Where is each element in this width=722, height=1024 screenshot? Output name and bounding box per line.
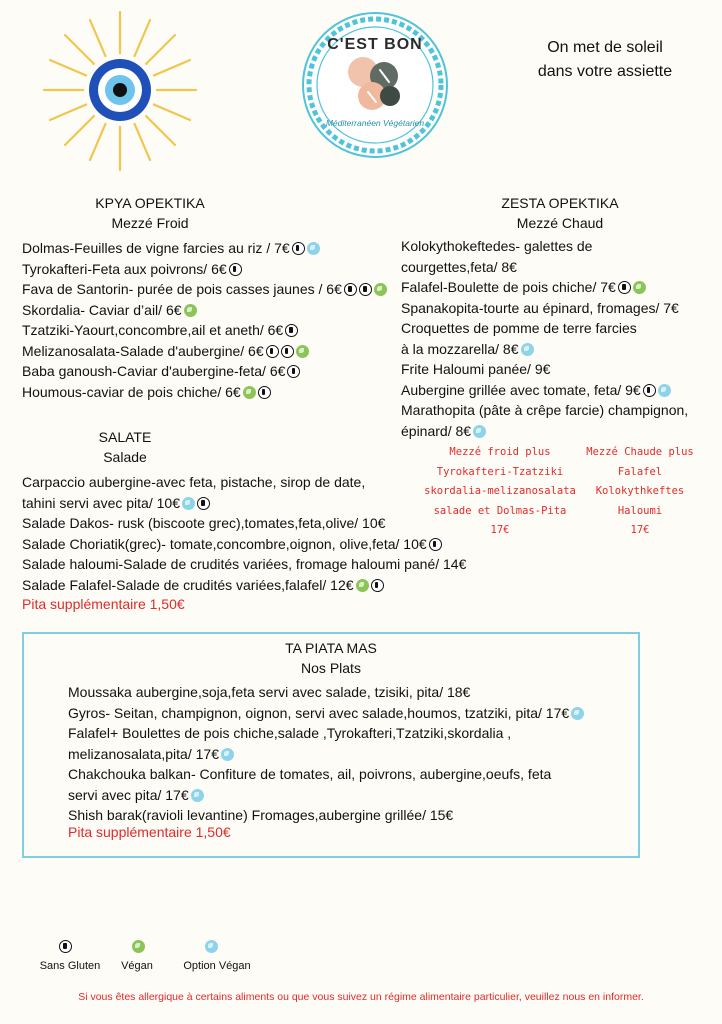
- promo-chaud-line: Haloumi: [617, 504, 663, 517]
- vegan-icon: [374, 283, 387, 296]
- promo-mezze-chaud: [578, 443, 702, 541]
- plats-title: Nos Plats: [301, 660, 361, 676]
- mezze-chaud-item: [401, 400, 717, 441]
- salate-item-line2: tahini servi avec pita/ 10€: [22, 493, 502, 514]
- salate-list: [22, 472, 502, 595]
- salate-item: [22, 554, 502, 575]
- salate-pita-extra: Pita supplémentaire 1,50€: [22, 596, 185, 612]
- promo-chaud-line: Kolokythkeftes: [595, 485, 685, 497]
- legend-vegan-icon: [130, 938, 145, 956]
- vegan-icon: [184, 304, 197, 317]
- option-vegan-icon: [571, 707, 584, 720]
- plat-item-text: Moussaka aubergine,soja,feta servi avec salade, tzisiki, pita/ 18€: [68, 684, 471, 700]
- legend-option-vegan-icon: [203, 938, 218, 956]
- mezze-froid-item-text: Baba ganoush-Caviar d'aubergine-feta/ 6€: [22, 363, 286, 379]
- mezze-chaud-item: [401, 298, 717, 319]
- promo-chaud-line: Mezzé Chaude plus: [586, 446, 694, 458]
- mezze-froid-item: [22, 279, 398, 300]
- sans-gluten-icon: [287, 365, 300, 378]
- plat-item: [68, 682, 628, 703]
- sans-gluten-icon: [258, 386, 271, 399]
- mezze-froid-item: [22, 238, 398, 259]
- mezze-chaud-item-text: Falafel-Boulette de pois chiche/ 7€: [401, 279, 616, 295]
- mezze-chaud-item-line2: courgettes,feta/ 8€: [401, 258, 517, 275]
- mezze-froid-item: [22, 300, 398, 321]
- promo-froid-line: Mezzé froid plus: [449, 446, 551, 458]
- mezze-chaud-item-line2: épinard/ 8€: [401, 421, 717, 442]
- sans-gluten-icon: [285, 324, 298, 337]
- plats-pita-extra: Pita supplémentaire 1,50€: [68, 824, 231, 840]
- mezze-chaud-header: [470, 193, 650, 233]
- mezze-froid-item-text: Skordalia- Caviar d’ail/ 6€: [22, 301, 182, 318]
- salate-item-text: Salade Dakos- rusk (biscoote grec),tomates,feta,olive/ 10€: [22, 515, 386, 531]
- mezze-chaud-item-text: Frite Haloumi panée/ 9€: [401, 361, 551, 377]
- mezze-chaud-item-line1: Marathopita (pâte à crêpe farcie) champignon,: [401, 402, 689, 418]
- mezze-chaud-item-text: Spanakopita-tourte au épinard, fromages/ 7€: [401, 299, 679, 316]
- mezze-froid-greek-title: KPYA OPEKTIKA: [95, 195, 205, 211]
- restaurant-logo: [300, 10, 450, 160]
- promo-froid-line: skordalia-melizanosalata: [424, 485, 576, 497]
- evil-eye-sun-icon: [40, 8, 200, 173]
- mezze-chaud-item: [401, 380, 717, 401]
- mezze-chaud-item-line2: à la mozzarella/ 8€: [401, 339, 717, 360]
- salate-header: [70, 427, 180, 467]
- salate-greek-title: SALATE: [98, 429, 152, 445]
- mezze-froid-item-text: Melizanosalata-Salade d'aubergine/ 6€: [22, 342, 264, 359]
- plats-box: [22, 632, 640, 858]
- salate-item-text: Salade Choriatik(grec)- tomate,concombre,oignon, olive,feta/ 10€: [22, 535, 427, 552]
- plat-item: [68, 703, 628, 724]
- mezze-froid-item-text: Tyrokafteri-Feta aux poivrons/ 6€: [22, 260, 227, 277]
- promo-chaud-line: Falafel: [617, 465, 663, 478]
- option-vegan-icon: [473, 425, 486, 438]
- sans-gluten-icon: [281, 345, 294, 358]
- mezze-chaud-item: [401, 359, 717, 380]
- plats-header: [24, 638, 638, 678]
- plat-item: [68, 764, 628, 805]
- mezze-froid-item-text: Houmous-caviar de pois chiche/ 6€: [22, 383, 241, 400]
- mezze-chaud-item-line1: Croquettes de pomme de terre farcies: [401, 320, 637, 336]
- promo-froid-line: Tyrokafteri-Tzatziki: [436, 465, 564, 478]
- promo-froid-line: 17€: [490, 524, 510, 536]
- tagline: [500, 36, 710, 84]
- salate-item-text: Salade haloumi-Salade de crudités variées, fromage haloumi pané/ 14€: [22, 556, 467, 572]
- salate-item: [22, 534, 502, 555]
- promo-chaud-line: 17€: [630, 524, 650, 536]
- mezze-froid-item-text: Tzatziki-Yaourt,concombre,ail et aneth/ 6€: [22, 322, 284, 338]
- option-vegan-icon: [182, 497, 195, 510]
- mezze-froid-item: [22, 341, 398, 362]
- plat-item-text: Shish barak(ravioli levantine) Fromages,aubergine grillée/ 15€: [68, 807, 454, 823]
- mezze-froid-list: [22, 238, 398, 402]
- mezze-chaud-list: [401, 236, 717, 441]
- legend-sans-gluten-icon: [57, 938, 72, 956]
- plat-item: [68, 723, 628, 764]
- sans-gluten-icon: [344, 283, 357, 296]
- mezze-chaud-item-text: Aubergine grillée avec tomate, feta/ 9€: [401, 381, 641, 398]
- legend-vegan-label: Végan: [121, 960, 153, 972]
- option-vegan-icon: [307, 242, 320, 255]
- legend-sans-gluten-label: Sans Gluten: [39, 960, 101, 972]
- mezze-chaud-item: [401, 236, 717, 277]
- vegan-icon: [296, 345, 309, 358]
- salate-title: Salade: [103, 449, 147, 465]
- sans-gluten-icon: [643, 384, 656, 397]
- option-vegan-icon: [221, 748, 234, 761]
- logo-name: C'EST BON: [327, 36, 423, 53]
- tagline-line2: dans votre assiette: [537, 63, 673, 80]
- mezze-froid-item: [22, 320, 398, 341]
- sans-gluten-icon: [429, 538, 442, 551]
- mezze-froid-item: [22, 259, 398, 280]
- salate-item-text: Salade Falafel-Salade de crudités variées,falafel/ 12€: [22, 576, 354, 593]
- sans-gluten-icon: [266, 345, 279, 358]
- plat-item-line2: melizanosalata,pita/ 17€: [68, 744, 628, 765]
- plats-greek-title: TA PIATA MAS: [285, 640, 377, 656]
- mezze-froid-item-text: Dolmas-Feuilles de vigne farcies au riz / 7€: [22, 240, 290, 256]
- mezze-chaud-item: [401, 318, 717, 359]
- mezze-chaud-item-line1: Kolokythokeftedes- galettes de: [401, 238, 593, 254]
- mezze-froid-header: [60, 193, 240, 233]
- option-vegan-icon: [658, 384, 671, 397]
- mezze-froid-item-text: Fava de Santorin- purée de pois casses jaunes / 6€: [22, 281, 342, 297]
- plat-item-line1: Chakchouka balkan- Confiture de tomates, ail, poivrons, aubergine,oeufs, feta: [68, 766, 552, 782]
- salate-item: [22, 513, 502, 534]
- mezze-chaud-item: [401, 277, 717, 298]
- sans-gluten-icon: [359, 283, 372, 296]
- sans-gluten-icon: [618, 281, 631, 294]
- vegan-icon: [356, 579, 369, 592]
- legend-option-vegan-label: Option Végan: [183, 960, 251, 972]
- salate-item: [22, 575, 502, 596]
- mezze-froid-item: [22, 382, 398, 403]
- salate-item-line1: Carpaccio aubergine-avec feta, pistache, sirop de date,: [22, 474, 366, 490]
- sans-gluten-icon: [197, 497, 210, 510]
- sans-gluten-icon: [229, 263, 242, 276]
- mezze-chaud-title: Mezzé Chaud: [516, 215, 604, 231]
- vegan-icon: [633, 281, 646, 294]
- plat-item-line1: Falafel+ Boulettes de pois chiche,salade ,Tyrokafteri,Tzatziki,skordalia ,: [68, 725, 512, 741]
- mezze-chaud-greek-title: ZESTA OPEKTIKA: [501, 195, 619, 211]
- mezze-froid-item: [22, 361, 398, 382]
- sans-gluten-icon: [292, 242, 305, 255]
- logo-tagline: Méditerranéen Végétarien: [325, 118, 425, 128]
- vegan-icon: [243, 386, 256, 399]
- mezze-froid-title: Mezzé Froid: [111, 215, 189, 231]
- sans-gluten-icon: [371, 579, 384, 592]
- tagline-line1: On met de soleil: [547, 39, 663, 56]
- plats-list: [68, 682, 628, 826]
- option-vegan-icon: [521, 343, 534, 356]
- plat-item-text: Gyros- Seitan, champignon, oignon, servi avec salade,houmos, tzatziki, pita/ 17€: [68, 704, 570, 721]
- promo-froid-line: salade et Dolmas-Pita: [433, 504, 567, 517]
- salate-item: [22, 472, 502, 513]
- allergy-footnote: Si vous êtes allergique à certains aliments ou que vous suivez un régime alimentaire particulier, veuillez nous en informer.: [78, 991, 644, 1003]
- option-vegan-icon: [191, 789, 204, 802]
- plat-item-line2: servi avec pita/ 17€: [68, 785, 628, 806]
